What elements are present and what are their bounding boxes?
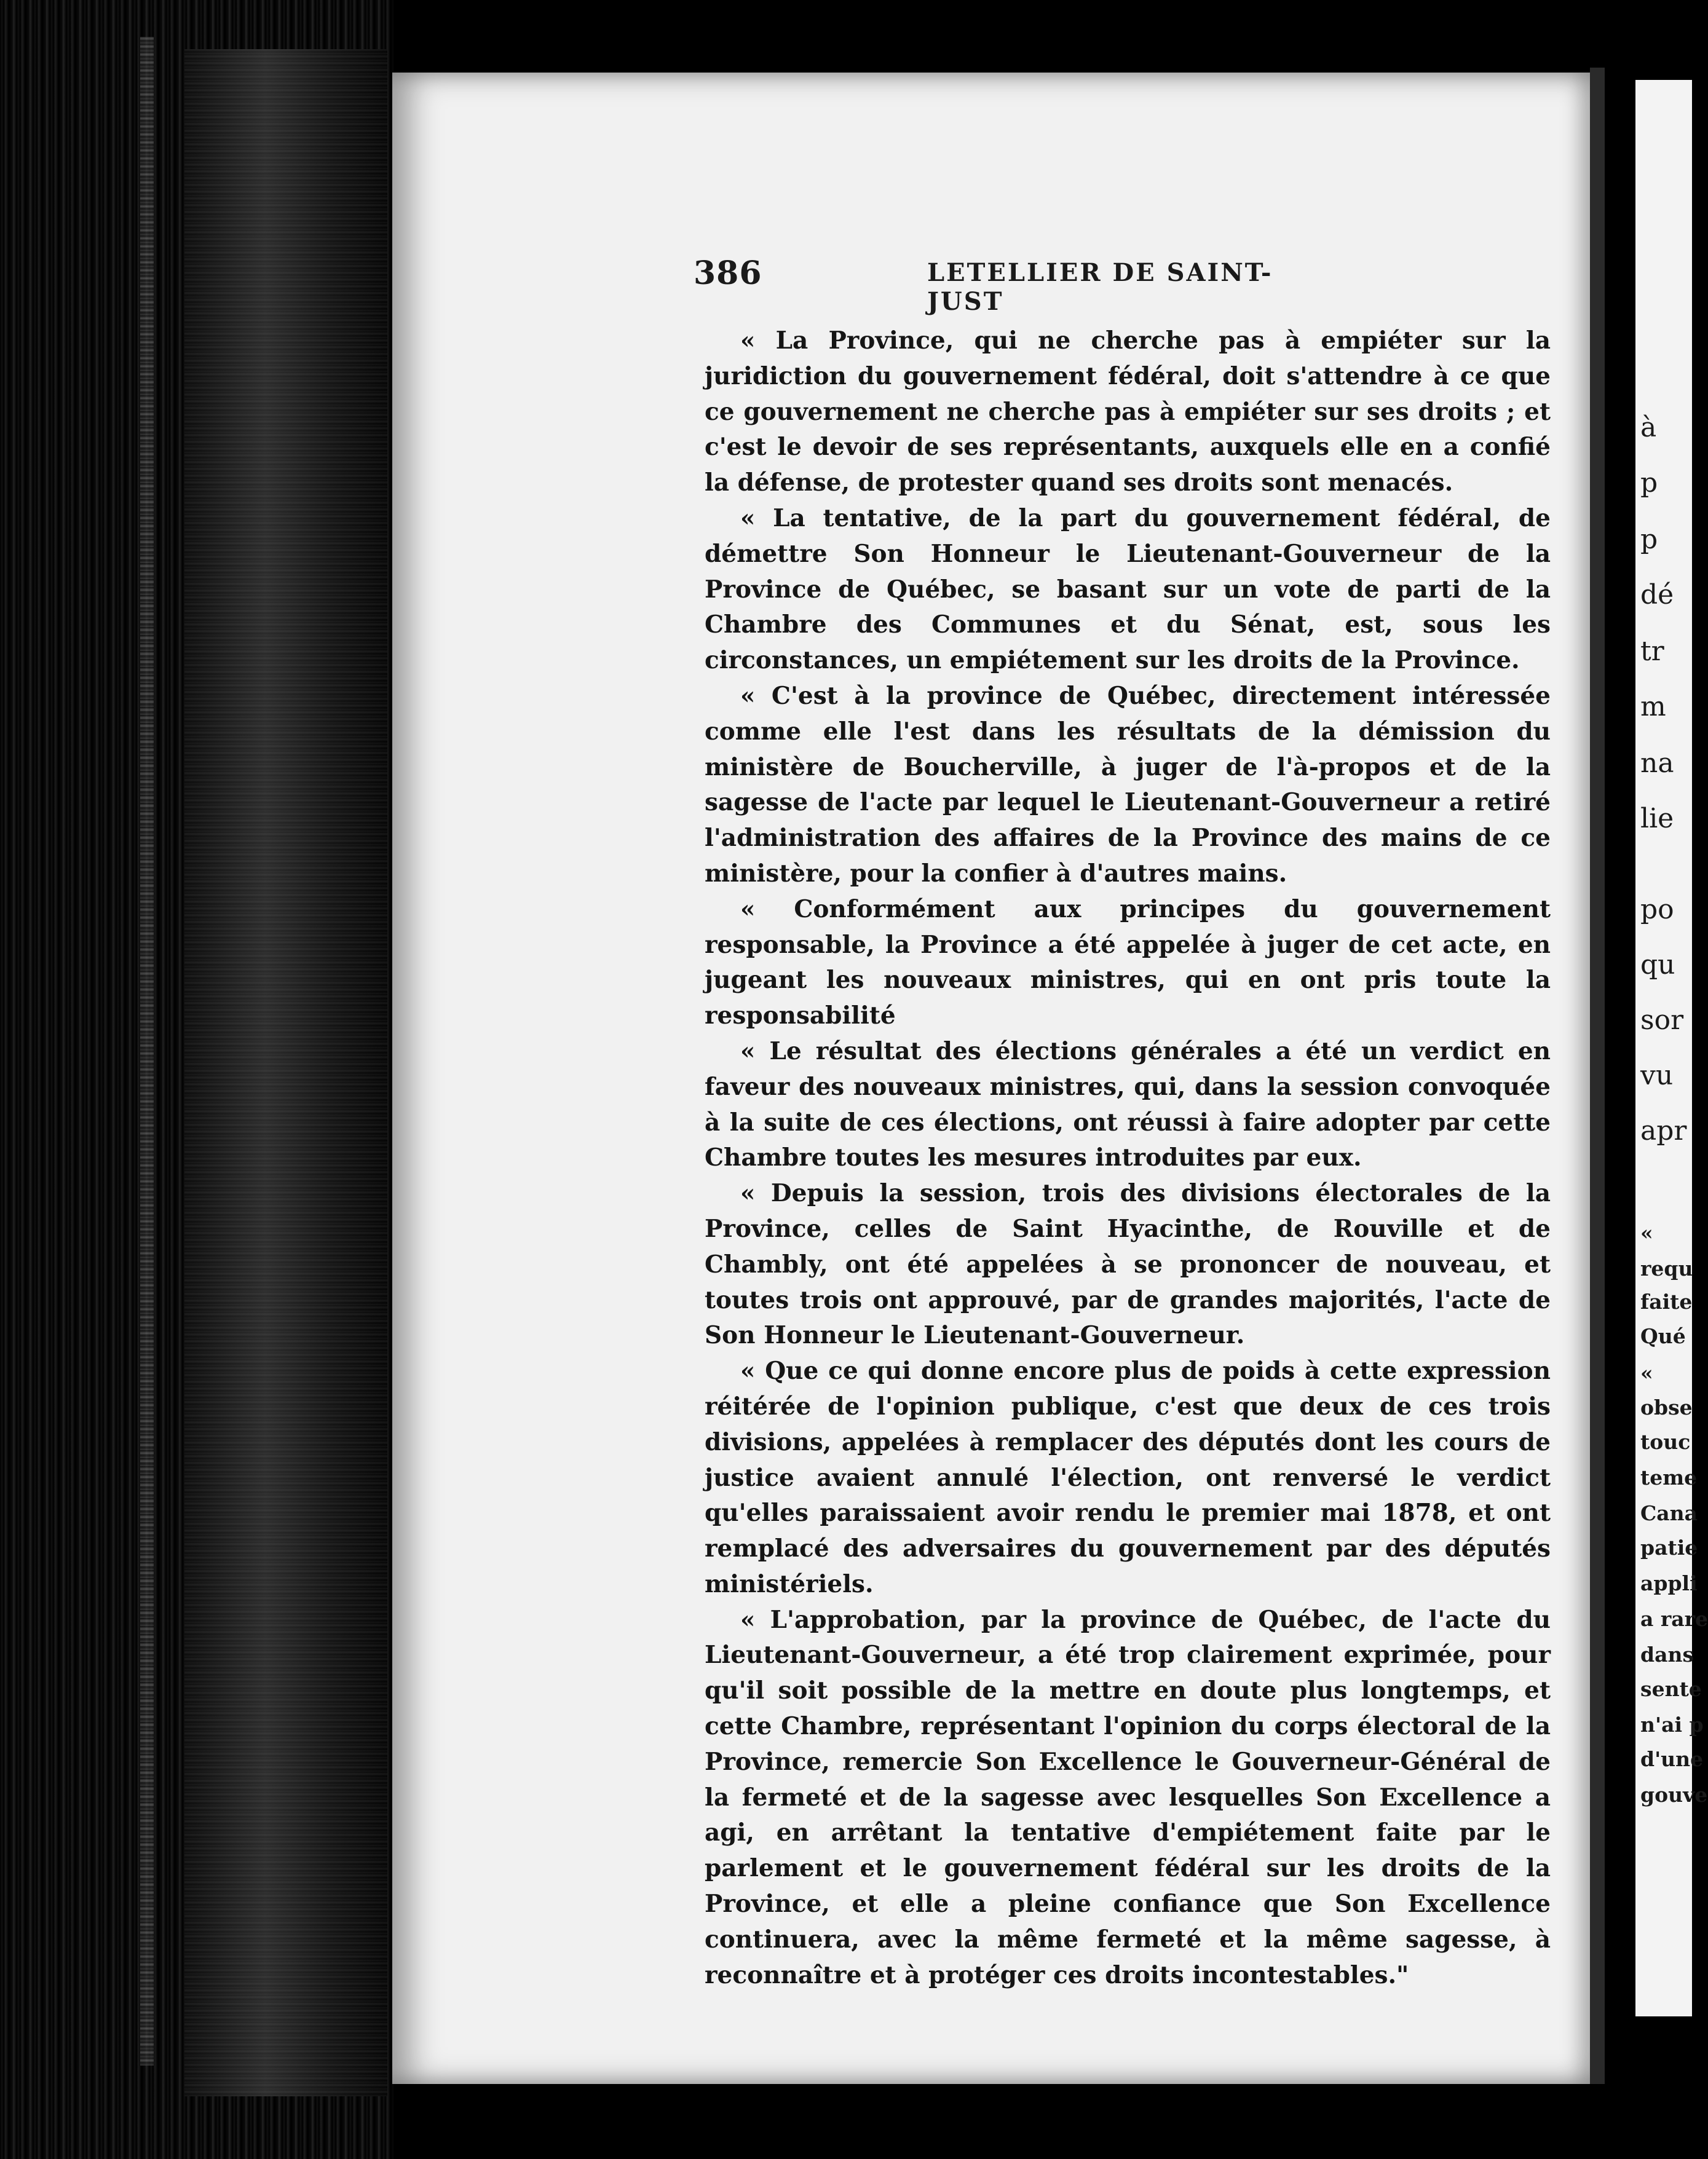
adjacent-fragment: p xyxy=(1640,467,1658,499)
paragraph: « Que ce qui donne encore plus de poids à cette expression réitérée de l'opinion publique, c'est que deux de ces trois divisions, appelées à remplacer des députés dont les cours de justice avaient annulé l'élection, ont renversé le verdict qu'elles paraissaient avoir rendu le premier mai 1878, et ont remplacé des adversaires du gouvernement par des députés ministériels. xyxy=(705,1357,1551,1598)
adjacent-fragment: d'une xyxy=(1640,1747,1704,1771)
adjacent-fragment: na xyxy=(1640,748,1674,779)
adjacent-fragment: vu xyxy=(1640,1060,1674,1091)
paragraph: « Conformément aux principes du gouvernement responsable, la Province a été appelée à juger de cet acte, en jugeant les nouveaux ministres, qui en ont pris toute la responsabilité xyxy=(705,894,1551,1030)
adjacent-fragment: n'ai p xyxy=(1640,1713,1704,1737)
running-title: LETELLIER DE SAINT-JUST xyxy=(927,258,1273,316)
adjacent-fragment: Cana xyxy=(1640,1501,1698,1525)
adjacent-fragment: appli xyxy=(1640,1571,1698,1595)
adjacent-fragment: faite xyxy=(1640,1290,1693,1314)
adjacent-fragment: lie xyxy=(1640,803,1674,834)
paragraph: « C'est à la province de Québec, directement intéressée comme elle l'est dans les résultats de la démission du ministère de Boucherville, à juger de l'à-propos et de la sagesse de l'acte par lequel le Lieutenant-Gouverneur a retiré l'administration des affaires de la Province des mains de ce ministère, pour la confier à d'autres mains. xyxy=(705,681,1551,888)
adjacent-fragment: qu xyxy=(1640,949,1675,981)
page-number: 386 xyxy=(694,255,762,292)
binding-shadow xyxy=(184,49,387,2096)
adjacent-fragment: sente xyxy=(1640,1677,1702,1701)
adjacent-fragment: patie xyxy=(1640,1536,1698,1560)
adjacent-fragment: p xyxy=(1640,524,1658,555)
paragraph: « Depuis la session, trois des divisions électorales de la Province, celles de Saint Hyacinthe, de Rouville et de Chambly, ont été appelées à se prononcer de nouveau, et toutes trois ont approuvé, par de grandes majorités, l'acte de Son Honneur le Lieutenant-Gouverneur. xyxy=(705,1179,1551,1350)
adjacent-fragment: teme xyxy=(1640,1466,1698,1490)
adjacent-fragment: gouve xyxy=(1640,1783,1708,1807)
paragraph: « L'approbation, par la province de Québec, de l'acte du Lieutenant-Gouverneur, a été trop clairement exprimée, pour qu'il soit possible de la mettre en doute plus longtemps, et cette Chambre, représentant l'opinion du corps électoral de la Province, remercie Son Excellence le Gouverneur-Général de la fermeté et de la sagesse avec lesquelles Son Excellence a agi, en arrêtant la tentative d'empiétement faite par le parlement et le gouvernement fédéral sur les droits de la Province, et elle a pleine confiance que Son Excellence continuera, avec la même fermeté et la même sagesse, à reconnaître et à protéger ces droits incontestables." xyxy=(705,1605,1551,1989)
adjacent-page xyxy=(1635,80,1708,2016)
adjacent-fragment: sor xyxy=(1640,1005,1684,1036)
paragraph: « La Province, qui ne cherche pas à empiéter sur la juridiction du gouvernement fédéral, doit s'attendre à ce que ce gouvernement ne cherche pas à empiéter sur ses droits ; et c'est le devoir de ses représentants, auxquels elle en a confié la défense, de protester quand ses droits sont menacés. xyxy=(705,326,1551,497)
adjacent-fragment: apr xyxy=(1640,1115,1687,1147)
binding-edge xyxy=(140,37,154,2066)
body-text xyxy=(705,323,1551,1993)
page-gutter xyxy=(1590,68,1605,2084)
adjacent-fragment: Qué xyxy=(1640,1324,1686,1348)
adjacent-fragment: requ xyxy=(1640,1257,1693,1281)
adjacent-fragment: dé xyxy=(1640,579,1674,610)
adjacent-fragment: obse xyxy=(1640,1395,1693,1419)
adjacent-fragment: touc xyxy=(1640,1430,1691,1454)
adjacent-fragment: m xyxy=(1640,691,1666,722)
adjacent-fragment: a rare xyxy=(1640,1607,1708,1631)
adjacent-fragment: à xyxy=(1640,412,1657,443)
adjacent-fragment: « xyxy=(1640,1221,1653,1245)
adjacent-fragment: po xyxy=(1640,894,1674,925)
adjacent-fragment: « xyxy=(1640,1361,1653,1385)
page-header xyxy=(694,255,1333,316)
adjacent-fragment: tr xyxy=(1640,636,1664,667)
paragraph: « Le résultat des élections générales a été un verdict en faveur des nouveaux ministres, qui, dans la session convoquée à la suite de ces élections, ont réussi à faire adopter par cette Chambre toutes les mesures introduites par eux. xyxy=(705,1036,1551,1172)
adjacent-page-text xyxy=(1635,80,1708,2016)
adjacent-fragment: dans xyxy=(1640,1643,1694,1667)
paragraph: « La tentative, de la part du gouvernement fédéral, de démettre Son Honneur le Lieutenant-Gouverneur de la Province de Québec, se basant sur un vote de parti de la Chambre des Communes et du Sénat, est, sous les circonstances, un empiétement sur les droits de la Province. xyxy=(705,503,1551,675)
